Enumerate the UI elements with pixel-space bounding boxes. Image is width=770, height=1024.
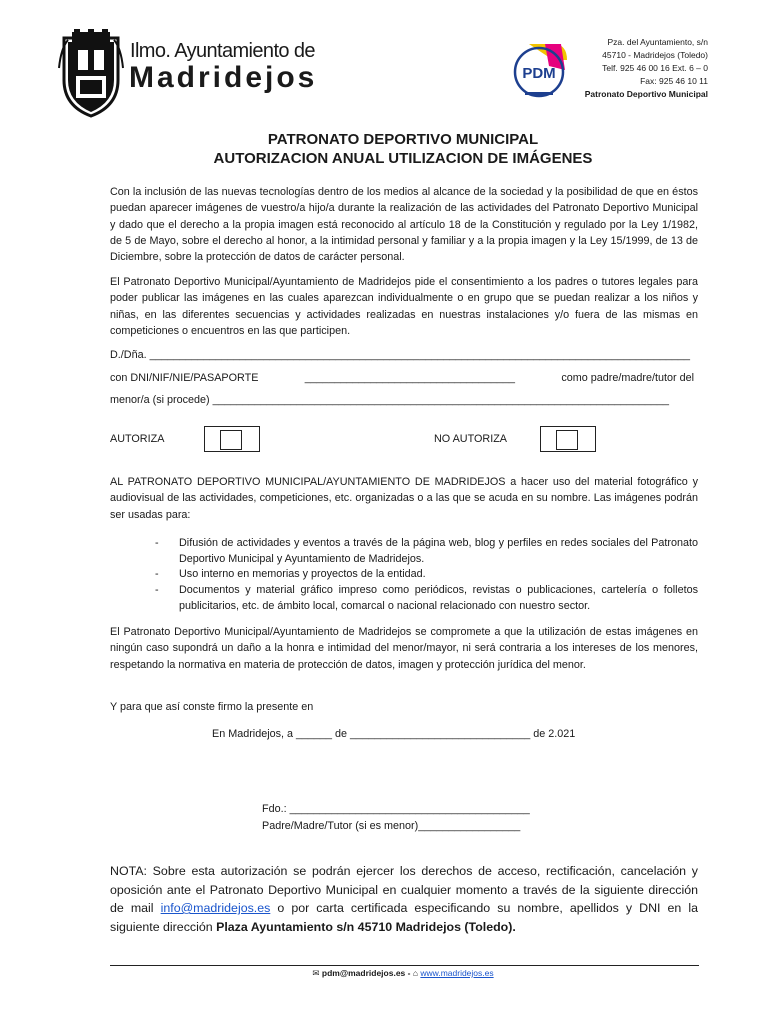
consent-paragraph: El Patronato Deportivo Municipal/Ayuntamiento de Madridejos pide el consentimiento a los padres o tutores legales para poder publicar las imágenes en las cuales aparezcan individualmente o en grupo que se puedan realizar a los niños y niñas, en las diferentes secuencias y actividades realizadas en nuestras instalaciones y/o fuera de las mismas en competiciones o encuentros en las que participen. [110,276,698,337]
document-title-line2: AUTORIZACION ANUAL UTILIZACION DE IMÁGENES [213,150,593,167]
footer [0,968,770,979]
org-name-line2: Madridejos [129,61,318,94]
nota-address: Plaza Ayuntamiento s/n 45710 Madridejos (Toledo). [216,919,516,934]
footer-email[interactable]: pdm@madridejos.es [321,968,406,978]
address-line: Pza. del Ayuntamiento, s/n [607,37,708,47]
footer-web-link[interactable]: www.madridejos.es [420,968,494,978]
org-name-line1: Ilmo. Ayuntamiento de [130,40,315,62]
intro-paragraph: Con la inclusión de las nuevas tecnologías dentro de los medios al alcance de la sociedad y la posibilidad de que en éstos puedan aparecer imágenes de vuestro/a hijo/a durante la realización de las actividades del Patronato Deportivo Municipal y dado que el derecho a la propia imagen está reconocido al artículo 18 de la Constitución y regulado por la Ley 1/1982, de 5 de Mayo, sobre el derecho al honor, a la intimidad personal y familiar y a la propia imagen y la Ley 15/1999, de 13 de Diciembre, sobre la protección de datos de carácter personal. [110,186,698,264]
list-item: - Uso interno en memorias y proyectos de la entidad. [155,567,698,583]
list-item: - Documentos y material gráfico impreso como periódicos, revistas o publicaciones, cartelería o folletos publicitarios, etc. de ámbito local, comarcal o nacional relacionado con nuestro sector. [155,583,698,614]
address-block [585,36,708,101]
closing-sentence: Y para que así conste firmo la presente en [110,701,314,713]
name-field-row[interactable]: D./Dña. __________________________________________________________________________________________ [110,349,691,361]
patronato-label: Patronato Deportivo Municipal [584,89,708,99]
address-line: Telf. 925 46 00 16 Ext. 6 – 0 [602,63,708,73]
id-blank[interactable]: ___________________________________ [304,372,515,384]
pdm-logo [509,40,571,102]
nota-paragraph [110,862,698,936]
signer-role-line[interactable]: Padre/Madre/Tutor (si es menor)_________________ [262,820,521,832]
list-item: - Difusión de actividades y eventos a través de la página web, blog y perfiles en redes sociales del Patronato Deportivo Municipal y Ayuntamiento de Madridejos. [155,536,698,567]
coat-of-arms-logo [58,28,124,118]
no-autoriza-label: NO AUTORIZA [434,433,507,445]
footer-divider [110,965,699,966]
id-label: con DNI/NIF/NIE/PASAPORTE [110,372,259,384]
footer-separator: - [407,968,411,978]
address-line: 45710 - Madridejos (Toledo) [602,50,708,60]
pdm-logo-text: PDM [522,65,556,82]
minor-field-row[interactable]: menor/a (si procede) ____________________________________________________________________________ [110,394,669,406]
mail-icon: ✉ [312,968,320,978]
signature-line[interactable]: Fdo.: ________________________________________ [262,803,530,815]
nota-text: NOTA: Sobre esta autorización se podrán ejercer los derechos de acceso, rectificación, cancelación y oposición ante el Patronato Deportivo Municipal en cualquier momento a través de la siguiente dirección de mail [110,864,698,915]
guardian-label: como padre/madre/tutor del [561,372,694,384]
usage-paragraph: AL PATRONATO DEPORTIVO MUNICIPAL/AYUNTAMIENTO DE MADRIDEJOS a hacer uso del material fotográfico y audiovisual de las actividades, competiciones, etc. organizadas o a las que se acuda en su nombre. Las imágenes podrán ser usadas para: [110,476,698,521]
commitment-paragraph: El Patronato Deportivo Municipal/Ayuntamiento de Madridejos se compromete a que la utilización de estas imágenes en ningún caso supondrá un daño a la honra e intimidad del menor/mayor, ni será contraria a los intereses de los menores, respetando la normativa en materia de protección de datos, imagen y protección jurídica del menor. [110,626,698,671]
document-title-line1: PATRONATO DEPORTIVO MUNICIPAL [267,131,539,148]
nota-email-link[interactable]: info@madridejos.es [160,901,271,915]
address-line: Fax: 925 46 10 11 [640,76,708,86]
id-field-row[interactable] [110,372,694,384]
home-icon: ⌂ [412,968,419,978]
autoriza-checkbox[interactable] [204,426,260,452]
no-autoriza-checkbox[interactable] [540,426,596,452]
nota-text-mid: o por carta certificada especificando su nombre, apellidos y DNI en la siguiente dirección [110,901,699,934]
autoriza-label: AUTORIZA [110,433,165,445]
usage-list [155,536,698,615]
date-line[interactable]: En Madridejos, a ______ de ______________________________ de 2.021 [212,728,576,740]
